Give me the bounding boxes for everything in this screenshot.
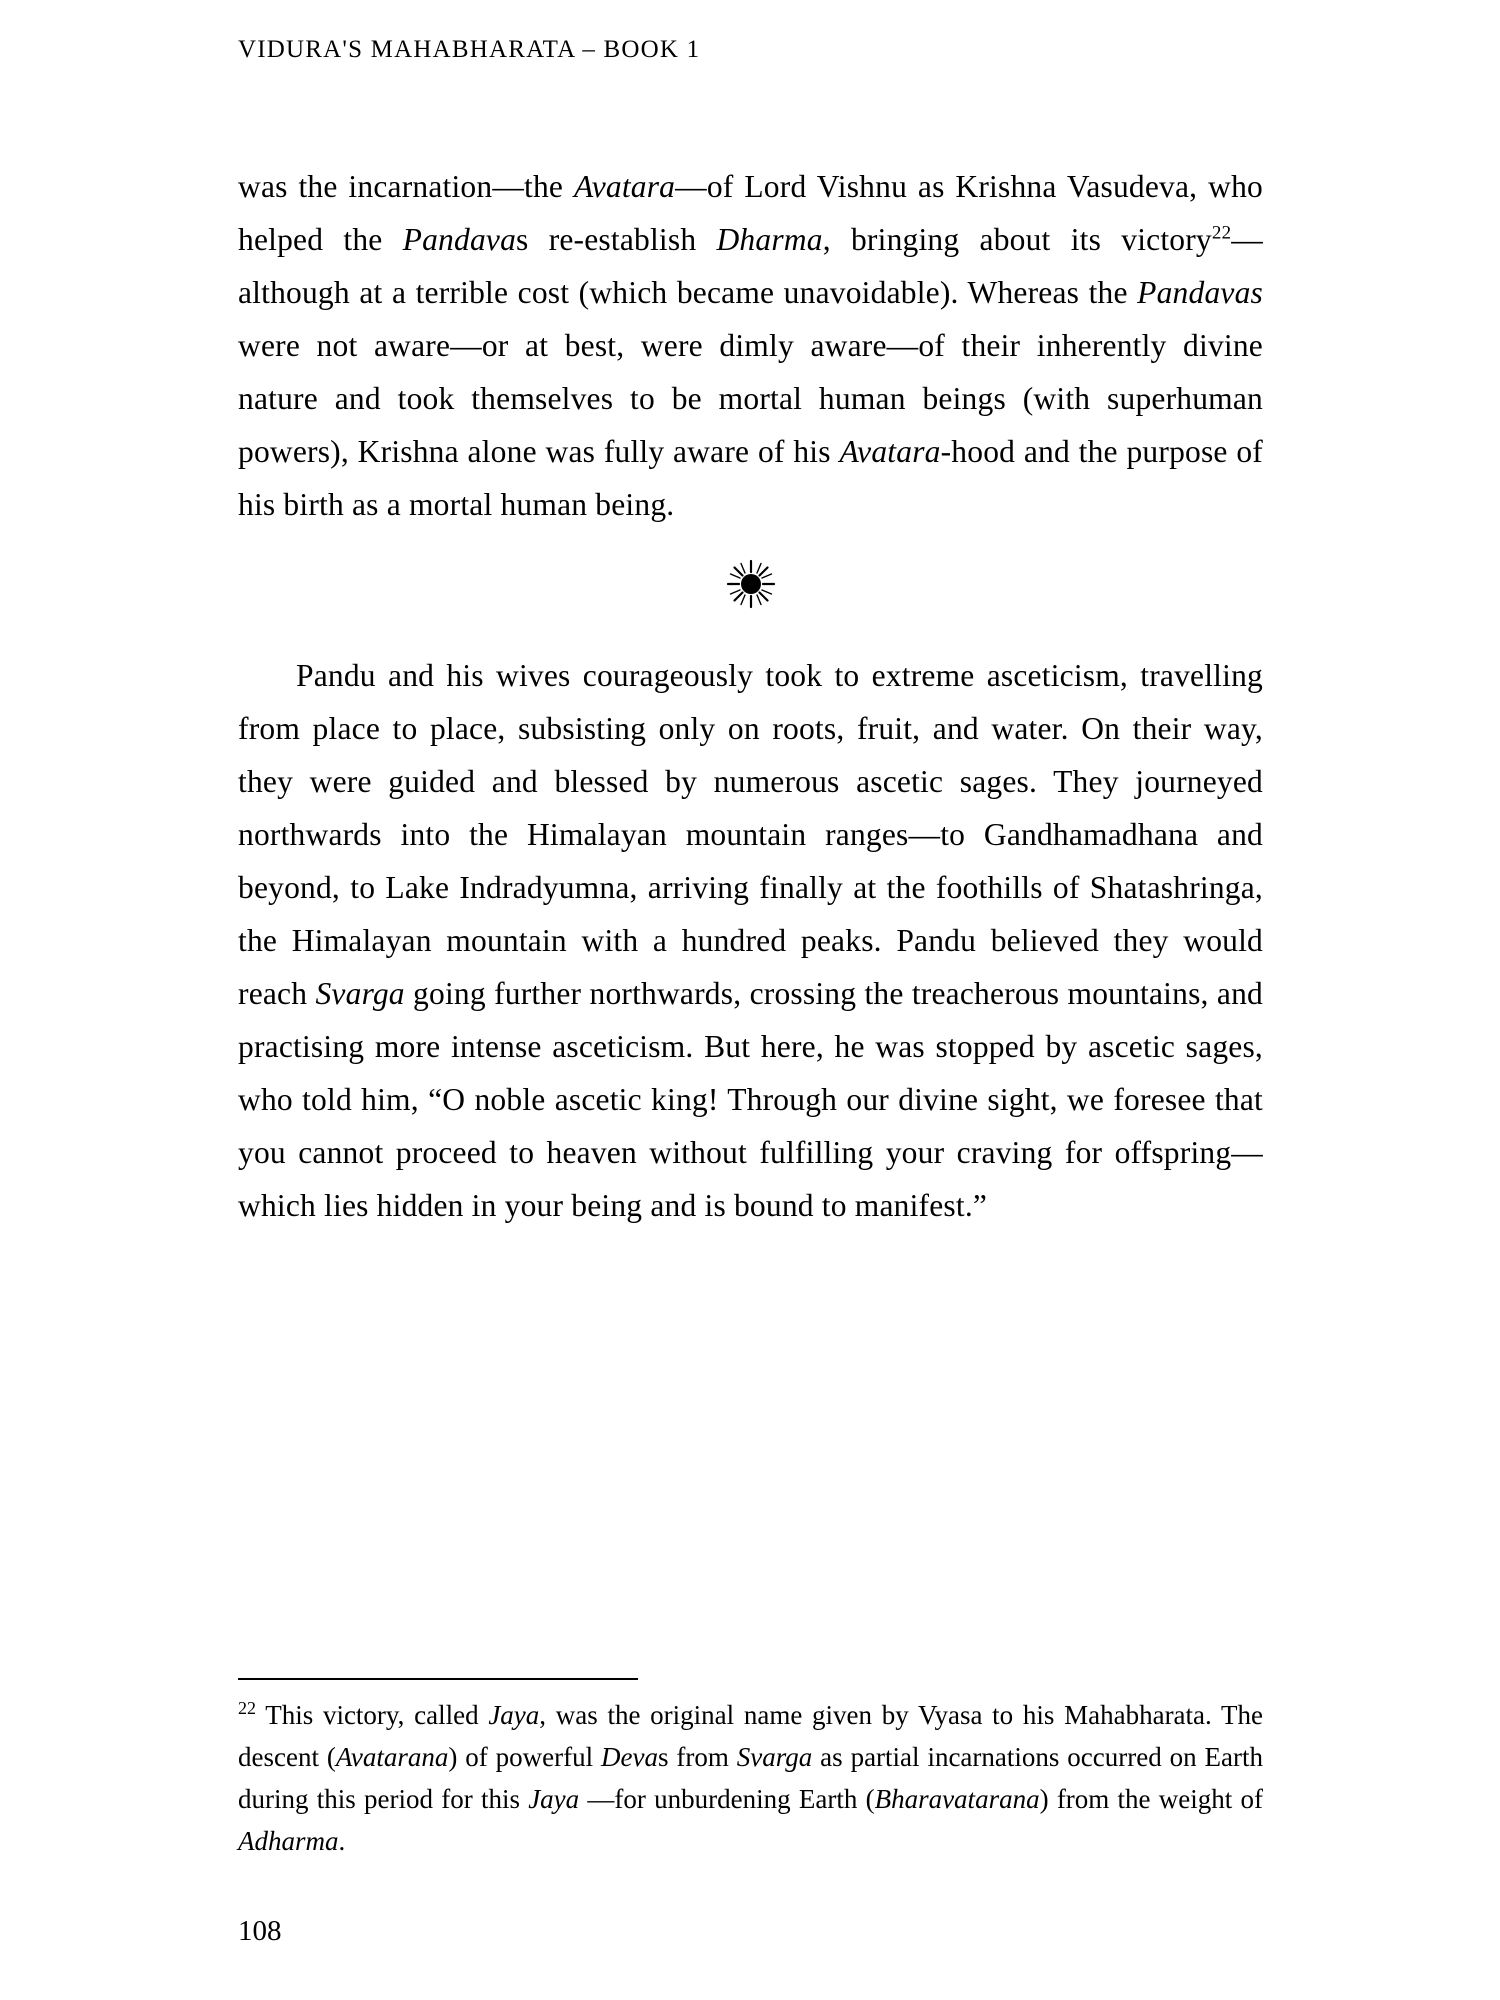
text-segment: -hood and the purpose of his birth as a mortal human being.	[238, 434, 1263, 522]
text-segment: This victory, called	[256, 1700, 489, 1730]
italic-term: Avatara	[573, 169, 676, 204]
italic-term: Jaya	[488, 1700, 540, 1730]
text-segment: —for unburdening Earth (	[579, 1784, 875, 1814]
italic-term: Adharma	[238, 1826, 339, 1856]
text-segment: .	[338, 1826, 346, 1856]
text-segment: , was the original name given by Vyasa to his Mahabharata. The descent (	[238, 1700, 1263, 1772]
footnote-number: 22	[238, 1698, 256, 1718]
paragraph-continuation	[238, 160, 1263, 531]
footnote-area	[238, 1678, 1263, 1862]
italic-term: Avatarana	[335, 1742, 449, 1772]
italic-term: Pandava	[402, 222, 517, 257]
italic-term: Avatara	[839, 434, 941, 469]
italic-term: Deva	[601, 1742, 658, 1772]
italic-term: Dharma	[716, 222, 823, 257]
paragraph-pandu-asceticism	[238, 649, 1263, 1232]
text-segment: s from	[657, 1742, 737, 1772]
body-text-column	[238, 160, 1263, 1232]
italic-term: Pandavas	[1137, 275, 1263, 310]
text-segment: —although at a terrible cost (which became unavoidable). Whereas the	[238, 222, 1263, 310]
running-head: VIDURA'S MAHABHARATA – BOOK 1	[238, 36, 701, 63]
italic-term: Jaya	[528, 1784, 580, 1814]
italic-term: Svarga	[315, 976, 405, 1011]
text-segment: Pandu and his wives courageously took to extreme asceticism, travelling from place to place, subsisting only on roots, fruit, and water. On their way, they were guided and blessed by numerous ascetic sages. They journeyed northwards into the Himalayan mountain ranges—to Gandhamadhana and beyond, to Lake Indradyumna, arriving finally at the foothills of Shatashringa, the Himalayan mountain with a hundred peaks. Pandu believed they would reach	[238, 658, 1263, 1011]
footnote-separator-rule	[238, 1678, 638, 1680]
text-segment: ) of powerful	[448, 1742, 602, 1772]
text-segment: going further northwards, crossing the treacherous mountains, and practising more intense asceticism. But here, he was stopped by ascetic sages, who told him, “O noble ascetic king! Through our divine sight, we foresee that you cannot proceed to heaven without fulfilling your craving for offspring—which lies hidden in your being and is bound to manifest.”	[238, 976, 1263, 1223]
footnote-22	[238, 1694, 1263, 1862]
text-segment: ) from the weight of	[1039, 1784, 1263, 1814]
text-segment: , bringing about its victory	[822, 222, 1212, 257]
page-number: 108	[238, 1915, 282, 1947]
text-segment: s re-establish	[516, 222, 717, 257]
sun-burst-ornament	[238, 557, 1263, 615]
text-segment: was the incarnation—the	[238, 169, 574, 204]
text-segment: were not aware—or at best, were dimly aware—of their inherently divine nature and took themselves to be mortal human beings (with superhuman powers), Krishna alone was fully aware of his	[238, 328, 1263, 469]
text-segment: —of Lord Vishnu as Krishna Vasudeva, who helped the	[238, 169, 1263, 257]
footnote-reference-22[interactable]: 22	[1211, 222, 1232, 244]
text-segment: as partial incarnations occurred on Earth during this period for this	[238, 1742, 1264, 1814]
italic-term: Bharavatarana	[874, 1784, 1040, 1814]
italic-term: Svarga	[736, 1742, 813, 1772]
